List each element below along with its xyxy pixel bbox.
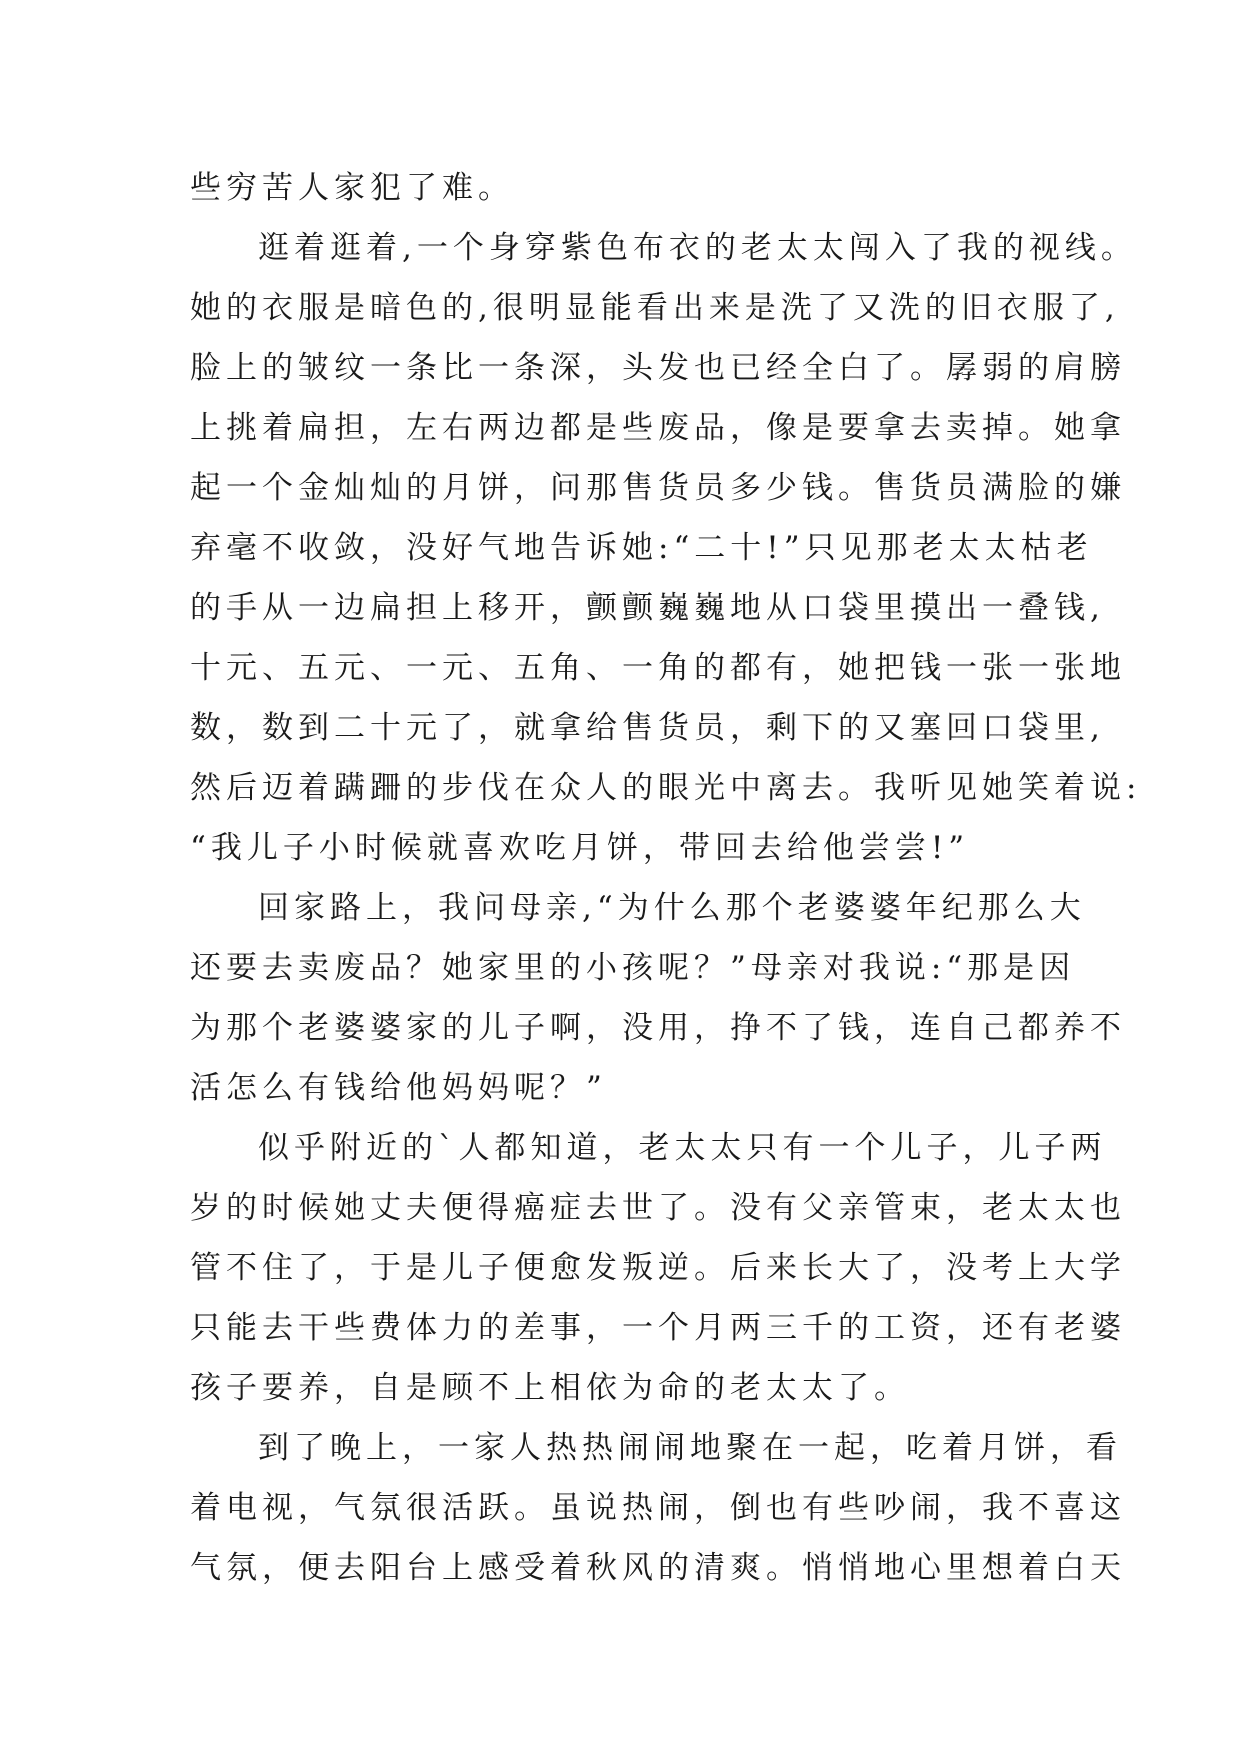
text-line: 为那个老婆婆家的儿子啊，没用，挣不了钱，连自己都养不 xyxy=(190,1010,1126,1046)
text-line: 十元、五元、一元、五角、一角的都有，她把钱一张一张地 xyxy=(190,650,1126,686)
text-line: 她的衣服是暗色的,很明显能看出来是洗了又洗的旧衣服了, xyxy=(190,290,1120,326)
text-line: 孩子要养，自是顾不上相依为命的老太太了。 xyxy=(190,1370,910,1406)
text-line: 数，数到二十元了，就拿给售货员，剩下的又塞回口袋里, xyxy=(190,710,1105,746)
paragraph-first-line: 似乎附近的`人都知道，老太太只有一个儿子，儿子两 xyxy=(258,1130,1107,1166)
text-line: 管不住了，于是儿子便愈发叛逆。后来长大了，没考上大学 xyxy=(190,1250,1126,1286)
body-text xyxy=(190,158,1142,1598)
text-line: 的手从一边扁担上移开，颤颤巍巍地从口袋里摸出一叠钱, xyxy=(190,590,1105,626)
text-line: 还要去卖废品？她家里的小孩呢？”母亲对我说:“那是因 xyxy=(190,950,1076,986)
text-line: 只能去干些费体力的差事，一个月两三千的工资，还有老婆 xyxy=(190,1310,1126,1346)
paragraph-first-line: 回家路上，我问母亲,“为什么那个老婆婆年纪那么大 xyxy=(258,890,1086,926)
text-line: 气氛，便去阳台上感受着秋风的清爽。悄悄地心里想着白天 xyxy=(190,1550,1126,1586)
paragraph-first-line: 逛着逛着,一个身穿紫色布衣的老太太闯入了我的视线。 xyxy=(258,230,1137,266)
text-line: 弃毫不收敛，没好气地告诉她:“二十!”只见那老太太枯老 xyxy=(190,530,1093,566)
paragraph-first-line: 到了晚上，一家人热热闹闹地聚在一起，吃着月饼，看 xyxy=(258,1430,1122,1466)
text-line: 着电视，气氛很活跃。虽说热闹，倒也有些吵闹，我不喜这 xyxy=(190,1490,1126,1526)
text-line: 活怎么有钱给他妈妈呢？” xyxy=(190,1070,607,1106)
text-line: “我儿子小时候就喜欢吃月饼，带回去给他尝尝!” xyxy=(190,830,970,866)
text-line: 脸上的皱纹一条比一条深，头发也已经全白了。孱弱的肩膀 xyxy=(190,350,1126,386)
text-line: 然后迈着蹒跚的步伐在众人的眼光中离去。我听见她笑着说: xyxy=(190,770,1142,806)
text-line: 上挑着扁担，左右两边都是些废品，像是要拿去卖掉。她拿 xyxy=(190,410,1126,446)
text-line: 些穷苦人家犯了难。 xyxy=(190,170,514,206)
text-line: 起一个金灿灿的月饼，问那售货员多少钱。售货员满脸的嫌 xyxy=(190,470,1126,506)
text-line: 岁的时候她丈夫便得癌症去世了。没有父亲管束，老太太也 xyxy=(190,1190,1126,1226)
